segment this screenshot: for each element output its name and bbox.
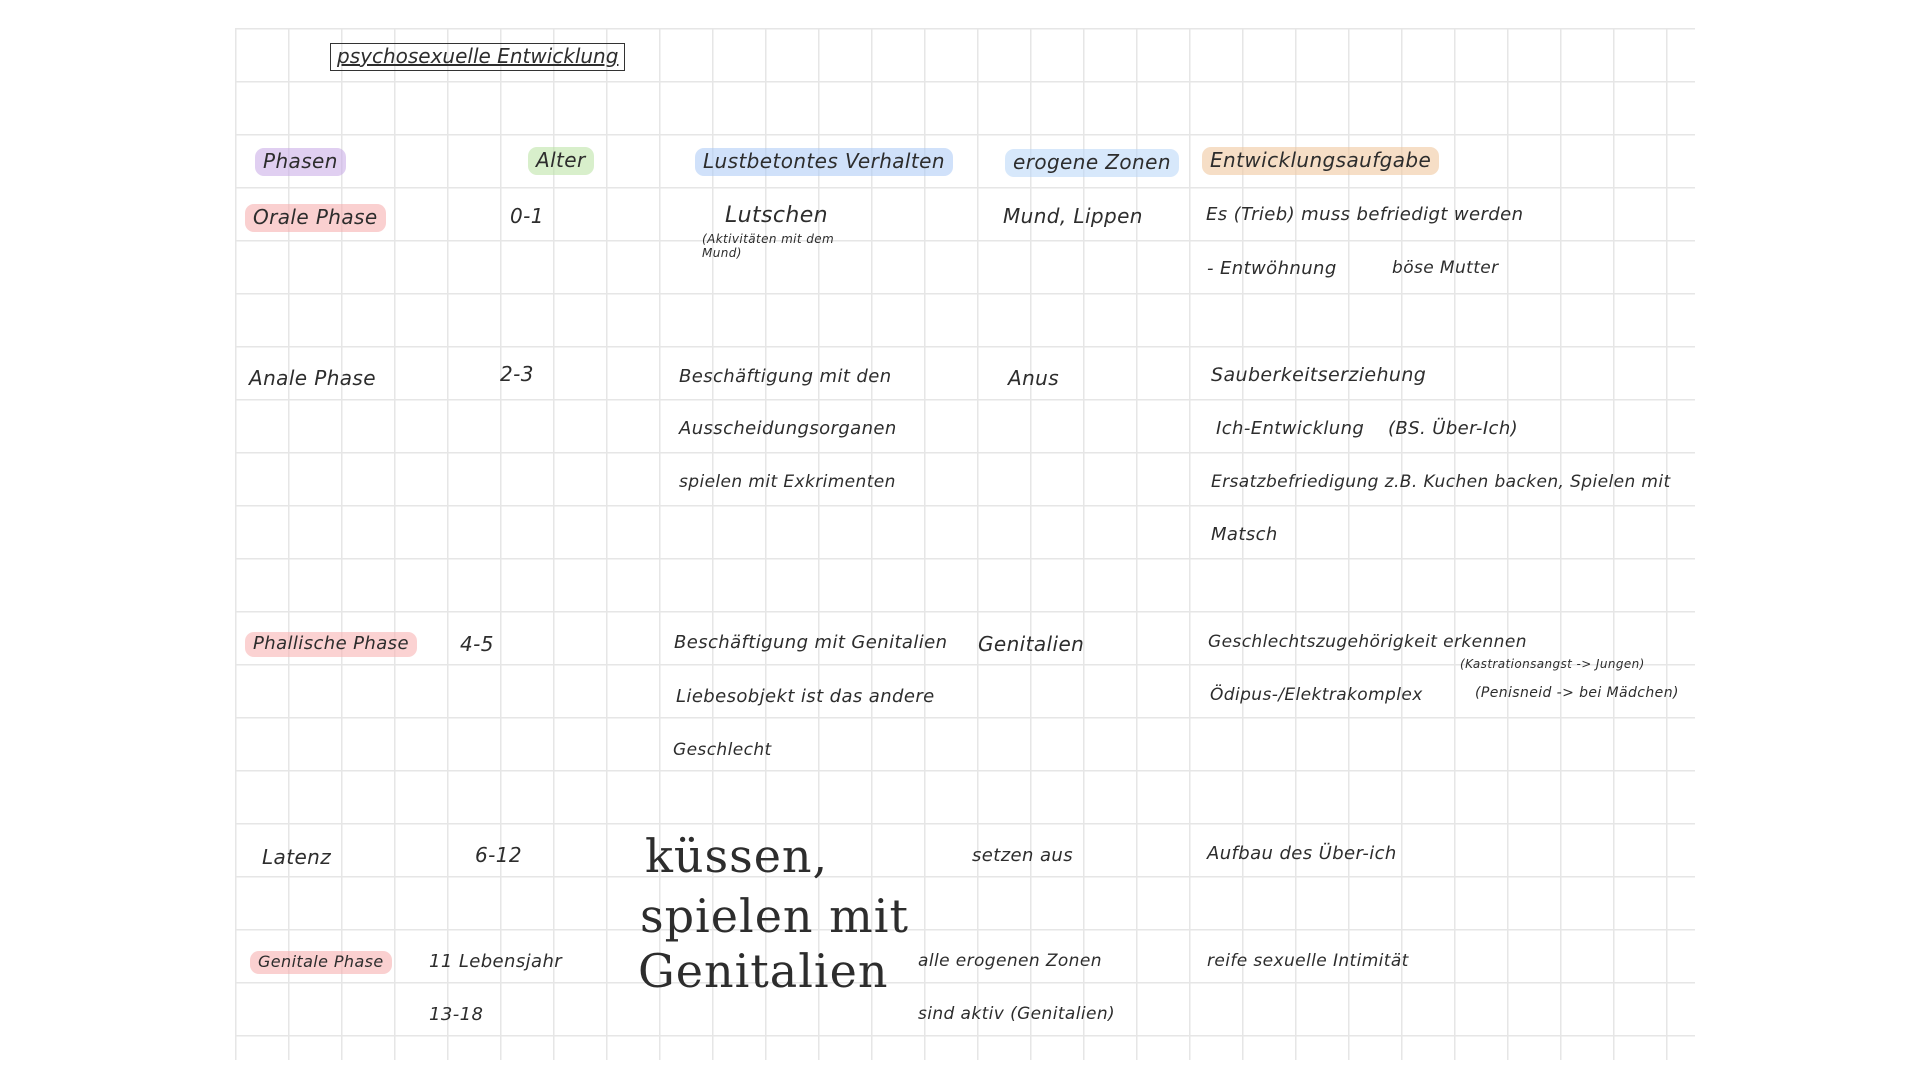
latenz-big-line-3: Genitalien [638,944,889,998]
latenz-zone: setzen aus [972,845,1073,866]
genital-phase-name: Genitale Phase [250,951,392,974]
phallic-zone: Genitalien [978,632,1085,656]
header-alter: Alter [528,147,594,175]
grid-paper [235,28,1695,1060]
phallic-task-1: Geschlechtszugehörigkeit erkennen [1208,632,1527,652]
phallic-behavior-1: Beschäftigung mit Genitalien [674,632,948,653]
anal-task-2b: (BS. Über-Ich) [1388,418,1519,439]
anal-phase-name: Anale Phase [249,366,376,390]
oral-task-2b: böse Mutter [1392,258,1499,278]
genital-zone-1: alle erogenen Zonen [918,951,1102,971]
genital-zone-2: sind aktiv (Genitalien) [918,1004,1116,1024]
anal-behavior-3: spielen mit Exkrimenten [679,472,896,492]
anal-behavior-2: Ausscheidungsorganen [679,418,897,439]
phallic-behavior-3: Geschlecht [673,740,772,760]
oral-task-1: Es (Trieb) muss befriedigt werden [1206,204,1524,225]
oral-zone: Mund, Lippen [1003,204,1143,228]
latenz-big-line-2: spielen mit [640,889,909,943]
oral-behavior: Lutschen [725,203,829,228]
header-phasen: Phasen [255,148,346,176]
anal-age: 2-3 [500,362,534,386]
phallic-note-1: (Kastrationsangst -> Jungen) [1460,657,1645,671]
genital-task: reife sexuelle Intimität [1207,951,1409,971]
latenz-task: Aufbau des Über-ich [1207,843,1397,864]
anal-zone: Anus [1008,366,1060,390]
latenz-phase-name: Latenz [262,845,332,869]
genital-age-2: 13-18 [429,1004,484,1025]
anal-task-4: Matsch [1211,524,1278,545]
phallic-age: 4-5 [460,632,494,656]
oral-age: 0-1 [510,204,544,228]
anal-task-2: Ich-Entwicklung [1216,418,1365,439]
header-zonen: erogene Zonen [1005,149,1179,177]
page-title: psychosexuelle Entwicklung [330,43,625,71]
phallic-note-2: (Penisneid -> bei Mädchen) [1475,685,1679,701]
phallic-phase-name: Phallische Phase [245,632,417,657]
anal-task-1: Sauberkeitserziehung [1211,364,1427,386]
oral-phase-name: Orale Phase [245,204,386,232]
anal-behavior-1: Beschäftigung mit den [679,366,892,387]
phallic-task-2: Ödipus-/Elektrakomplex [1210,685,1423,705]
latenz-big-line-1: küssen, [645,829,829,883]
latenz-age: 6-12 [475,843,522,867]
genital-age-1: 11 Lebensjahr [429,951,563,972]
oral-behavior-note: (Aktivitäten mit dem Mund) [702,232,835,260]
phallic-behavior-2: Liebesobjekt ist das andere [676,686,935,707]
anal-task-3: Ersatzbefriedigung z.B. Kuchen backen, Spielen mit [1211,472,1671,492]
header-verhalten: Lustbetontes Verhalten [695,148,953,176]
oral-task-2: - Entwöhnung [1207,258,1337,279]
header-aufgabe: Entwicklungsaufgabe [1202,147,1439,175]
